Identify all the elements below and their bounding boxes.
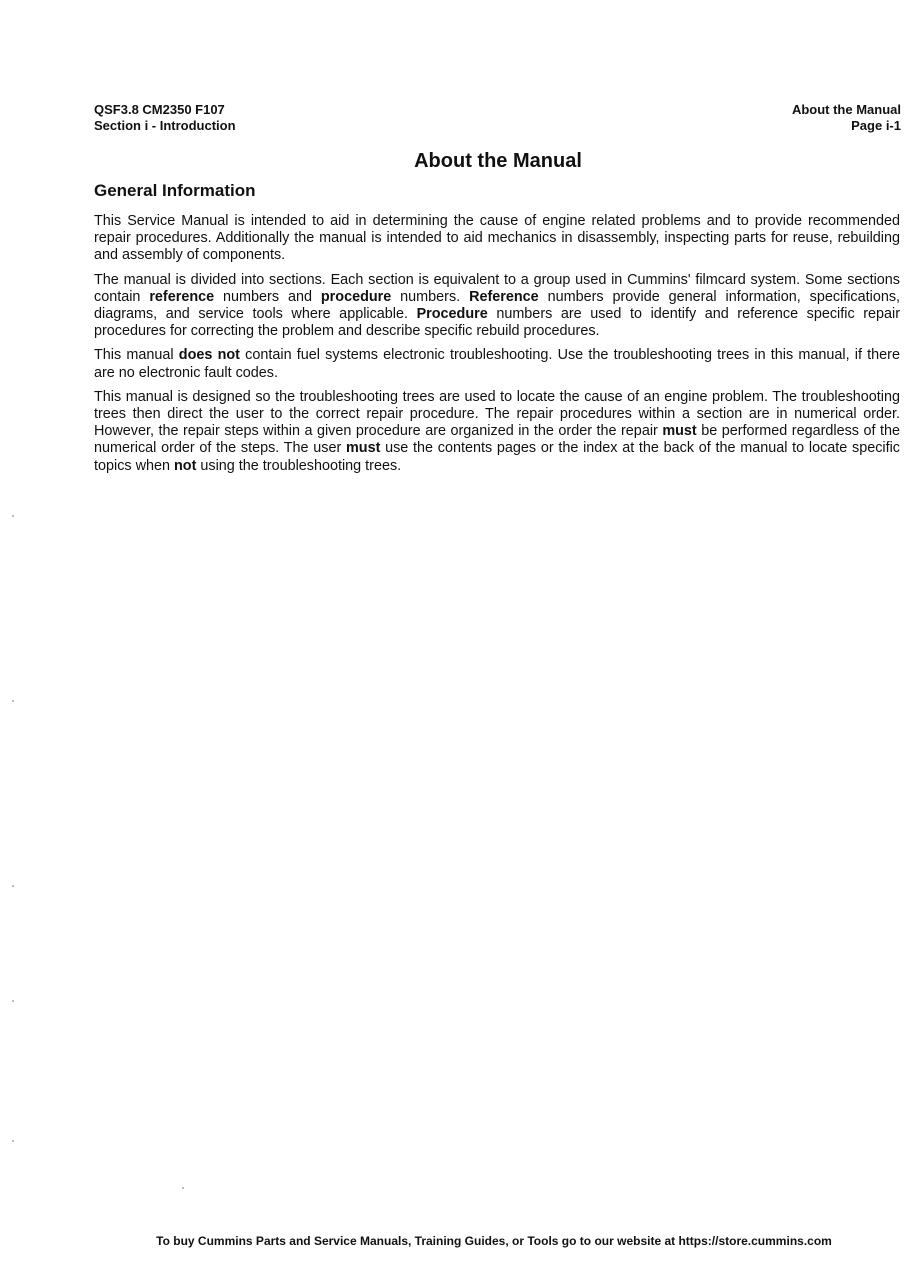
paragraph-electronic: This manual does not contain fuel systems electronic troubleshooting. Use the troubleshooting trees in this manual, if there are no electronic fault codes. — [94, 347, 900, 381]
paragraph-purpose: This Service Manual is intended to aid in determining the cause of engine related problems and to provide recommended repair procedures. Additionally the manual is intended to aid mechanics in disassembly, inspecting parts for reuse, rebuilding and assembly of components. — [94, 213, 900, 264]
bold-term: must — [662, 423, 697, 440]
body-text — [94, 213, 900, 482]
bold-term: procedure — [320, 288, 392, 305]
header-right — [792, 102, 901, 134]
scan-mark — [12, 885, 14, 887]
chapter-label: About the Manual — [791, 102, 901, 117]
scan-mark — [12, 700, 14, 702]
page-title: About the Manual — [414, 150, 582, 172]
bold-term: not — [174, 457, 197, 474]
bold-term: Procedure — [416, 306, 488, 323]
paragraph-sections: The manual is divided into sections. Each section is equivalent to a group used in Cummins' filmcard system. Some sections contain reference numbers and procedure numbers. Reference numbers provide general information, specifications, diagrams, and service tools where applicable. Procedure numbers are used to identify and reference specific repair procedures for correcting the problem and describe specific rebuild procedures. — [94, 271, 901, 340]
footer-notice: To buy Cummins Parts and Service Manuals, Training Guides, or Tools go to our website at https://store.cummins.com — [156, 1234, 832, 1248]
bold-term: does not — [178, 347, 240, 364]
model-designation: QSF3.8 CM2350 F107 — [94, 102, 225, 117]
scan-mark — [182, 1187, 184, 1189]
bold-term: reference — [149, 288, 215, 305]
bold-term: must — [345, 440, 381, 457]
scan-mark — [12, 1140, 14, 1142]
section-heading: General Information — [94, 181, 256, 200]
bold-term: Reference — [469, 288, 539, 305]
scan-mark — [12, 515, 14, 517]
section-label: Section i - Introduction — [94, 118, 236, 133]
header-left — [94, 102, 236, 134]
scan-mark — [12, 1000, 14, 1002]
paragraph-troubleshooting: This manual is designed so the troubleshooting trees are used to locate the cause of an engine problem. The troubleshooting trees then direct the user to the correct repair procedure. The repair procedures within a section are in numerical order. However, the repair steps within a given procedure are organized in the order the repair must be performed regardless of the numerical order of the steps. The user must use the contents pages or the index at the back of the manual to locate specific topics when not using the troubleshooting trees. — [94, 388, 901, 474]
page-number: Page i-1 — [851, 118, 901, 133]
